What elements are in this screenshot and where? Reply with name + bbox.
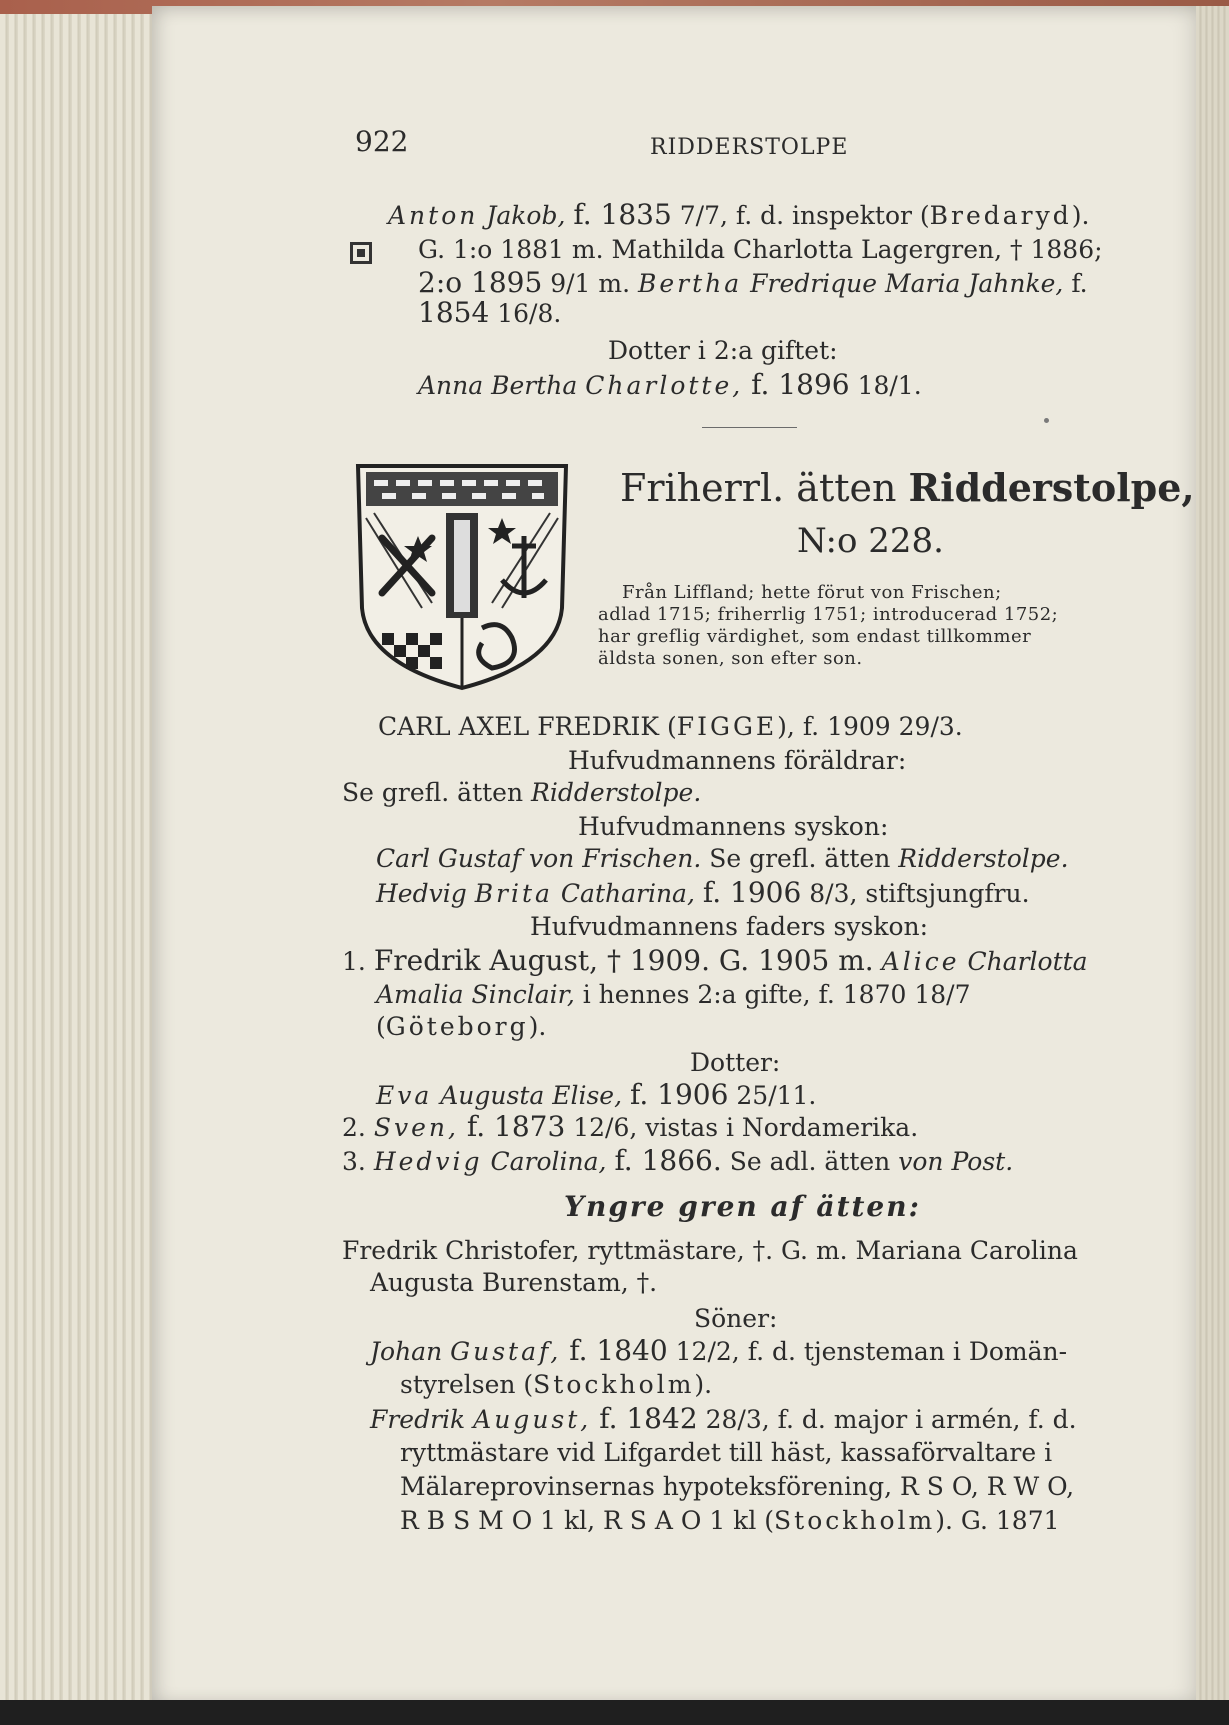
son-2-cont-1: ryttmästare vid Lifgardet till häst, kassaförvaltare i: [400, 1438, 1053, 1467]
parents-heading: Hufvudmannens föräldrar:: [568, 746, 907, 775]
sons-heading: Söner:: [694, 1304, 778, 1333]
daughter-1: Eva Augusta Elise, f. 1906 25/11.: [376, 1078, 817, 1111]
section-number: N:o 228.: [797, 521, 944, 561]
entry-line-3: 2:o 1895 9/1 m. Bertha Fredrique Maria Jahnke, f.: [418, 266, 1088, 299]
origin-line-1: Från Liffland; hette förut von Frischen;: [622, 582, 1002, 603]
scan-bottom-edge: [0, 1700, 1229, 1725]
running-head: RIDDERSTOLPE: [650, 135, 849, 160]
father-sibling-1-cont: Amalia Sinclair, i hennes 2:a gifte, f. 1870 18/7: [376, 980, 971, 1009]
origin-line-2: adlad 1715; friherrlig 1751; introducerad 1752;: [598, 604, 1059, 625]
entry-line-5: Dotter i 2:a giftet:: [608, 336, 838, 365]
coat-of-arms-icon: [352, 458, 572, 692]
son-2-cont-2: Mälareprovinsernas hypoteksförening, R S O, R W O,: [400, 1472, 1075, 1501]
head-of-family: CARL AXEL FREDRIK (FIGGE), f. 1909 29/3.: [378, 712, 963, 741]
sibling-1: Carl Gustaf von Frischen. Se grefl. ätten Ridderstolpe.: [376, 844, 1069, 873]
entry-line-6: Anna Bertha Charlotte, f. 1896 18/1.: [418, 368, 922, 401]
father-sibling-1-place: (Göteborg).: [376, 1012, 547, 1041]
father-sibling-2: 2. Sven, f. 1873 12/6, vistas i Nordamerika.: [342, 1110, 919, 1143]
entry-line-2: G. 1:o 1881 m. Mathilda Charlotta Lagergren, † 1886;: [418, 235, 1103, 264]
son-1-cont: styrelsen (Stockholm).: [400, 1370, 713, 1399]
page-edges-left: [0, 0, 150, 1725]
section-title: Friherrl. ätten Ridderstolpe,: [620, 465, 1195, 510]
younger-founder: Fredrik Christofer, ryttmästare, †. G. m. Mariana Carolina: [342, 1236, 1078, 1265]
entry-line-1: Anton Jakob, f. 1835 7/7, f. d. inspektor (Bredaryd).: [388, 198, 1090, 231]
father-sibling-1: 1. Fredrik August, † 1909. G. 1905 m. Alice Charlotta: [342, 944, 1088, 977]
parents-reference: Se grefl. ätten Ridderstolpe.: [342, 778, 702, 807]
entry-line-4: 1854 16/8.: [418, 296, 562, 329]
younger-founder-cont: Augusta Burenstam, †.: [370, 1268, 658, 1297]
son-1: Johan Gustaf, f. 1840 12/2, f. d. tjensteman i Domän-: [370, 1334, 1068, 1367]
sibling-2: Hedvig Brita Catharina, f. 1906 8/3, stiftsjungfru.: [376, 876, 1030, 909]
origin-line-4: äldsta sonen, son efter son.: [598, 648, 863, 669]
section-divider: [702, 427, 797, 428]
marginal-square-icon: [350, 242, 372, 264]
origin-line-3: har greflig värdighet, som endast tillkommer: [598, 626, 1032, 647]
siblings-heading: Hufvudmannens syskon:: [578, 812, 889, 841]
page-number: 922: [355, 125, 409, 158]
father-sibling-3: 3. Hedvig Carolina, f. 1866. Se adl. ätten von Post.: [342, 1144, 1014, 1177]
son-2: Fredrik August, f. 1842 28/3, f. d. major i armén, f. d.: [370, 1402, 1077, 1435]
page-edges-right: [1196, 6, 1229, 1706]
father-siblings-heading: Hufvudmannens faders syskon:: [530, 912, 929, 941]
son-2-cont-3: R B S M O 1 kl, R S A O 1 kl (Stockholm). G. 1871: [400, 1506, 1060, 1535]
daughter-heading: Dotter:: [690, 1048, 781, 1077]
younger-branch-heading: Yngre gren af ätten:: [564, 1190, 921, 1223]
ink-speck: [1044, 418, 1049, 423]
